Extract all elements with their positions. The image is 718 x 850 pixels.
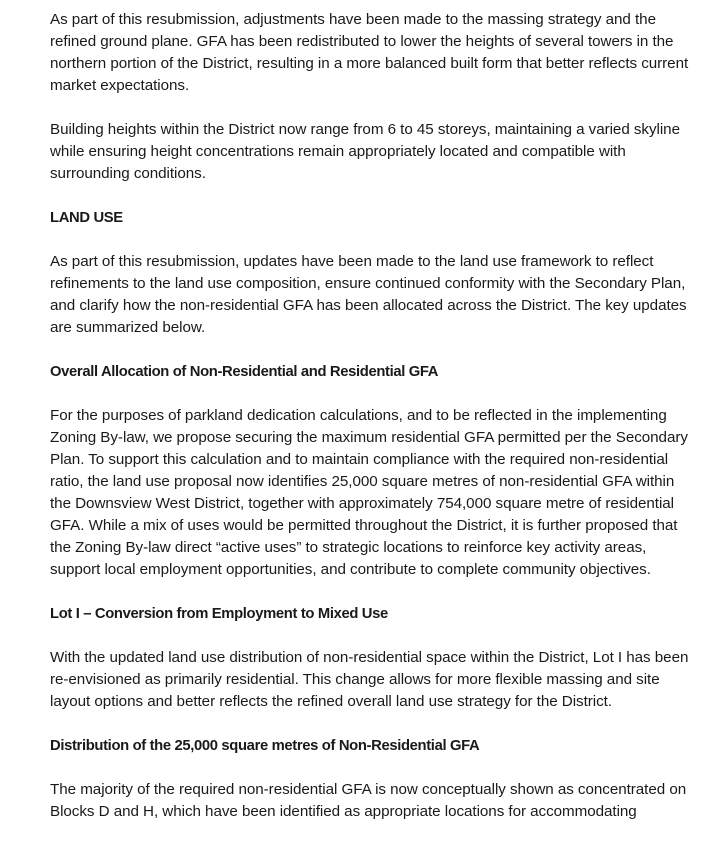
gfa-allocation-paragraph: For the purposes of parkland dedication calculations, and to be reflected in the implementing Zoning By-law, we propose securing the maximum residential GFA permitted per the Secondary Plan. To support this calculation and to maintain compliance with the required non-residential ratio, the land use proposal now identifies 25,000 square metres of non-residential GFA within the Downsview West District, together with approximately 754,000 square metre of residential GFA. While a mix of uses would be permitted throughout the District, it is further proposed that the Zoning By-law direct “active uses” to strategic locations to reinforce key activity areas, support local employment opportunities, and contribute to complete community objectives. (50, 407, 688, 578)
lot-i-heading: Lot I – Conversion from Employment to Mixed Use (50, 606, 388, 622)
massing-paragraph: As part of this resubmission, adjustments have been made to the massing strategy and the refined ground plane. GFA has been redistributed to lower the heights of several towers in the northern portion of the District, resulting in a more balanced built form that better reflects current market expectations. (50, 11, 689, 94)
land-use-paragraph: As part of this resubmission, updates have been made to the land use framework to reflect refinements to the land use composition, ensure continued conformity with the Secondary Plan, and clarify how the non-residential GFA has been allocated across the District. The key updates are summarized below. (50, 253, 687, 336)
building-heights-paragraph: Building heights within the District now range from 6 to 45 storeys, maintaining a varied skyline while ensuring height concentrations remain appropriately located and compatible with surrounding conditions. (50, 121, 680, 182)
gfa-allocation-heading: Overall Allocation of Non-Residential and Residential GFA (50, 364, 439, 380)
distribution-paragraph: The majority of the required non-residential GFA is now conceptually shown as concentrated on Blocks D and H, which have been identified as appropriate locations for accommodating (50, 781, 687, 820)
land-use-heading: LAND USE (50, 210, 123, 226)
distribution-heading: Distribution of the 25,000 square metres of Non-Residential GFA (50, 738, 480, 754)
lot-i-paragraph: With the updated land use distribution of non-residential space within the District, Lot I has been re-envisioned as primarily residential. This change allows for more flexible massing and site layout options and better reflects the refined overall land use strategy for the District. (50, 649, 689, 710)
document-page (50, 9, 698, 845)
